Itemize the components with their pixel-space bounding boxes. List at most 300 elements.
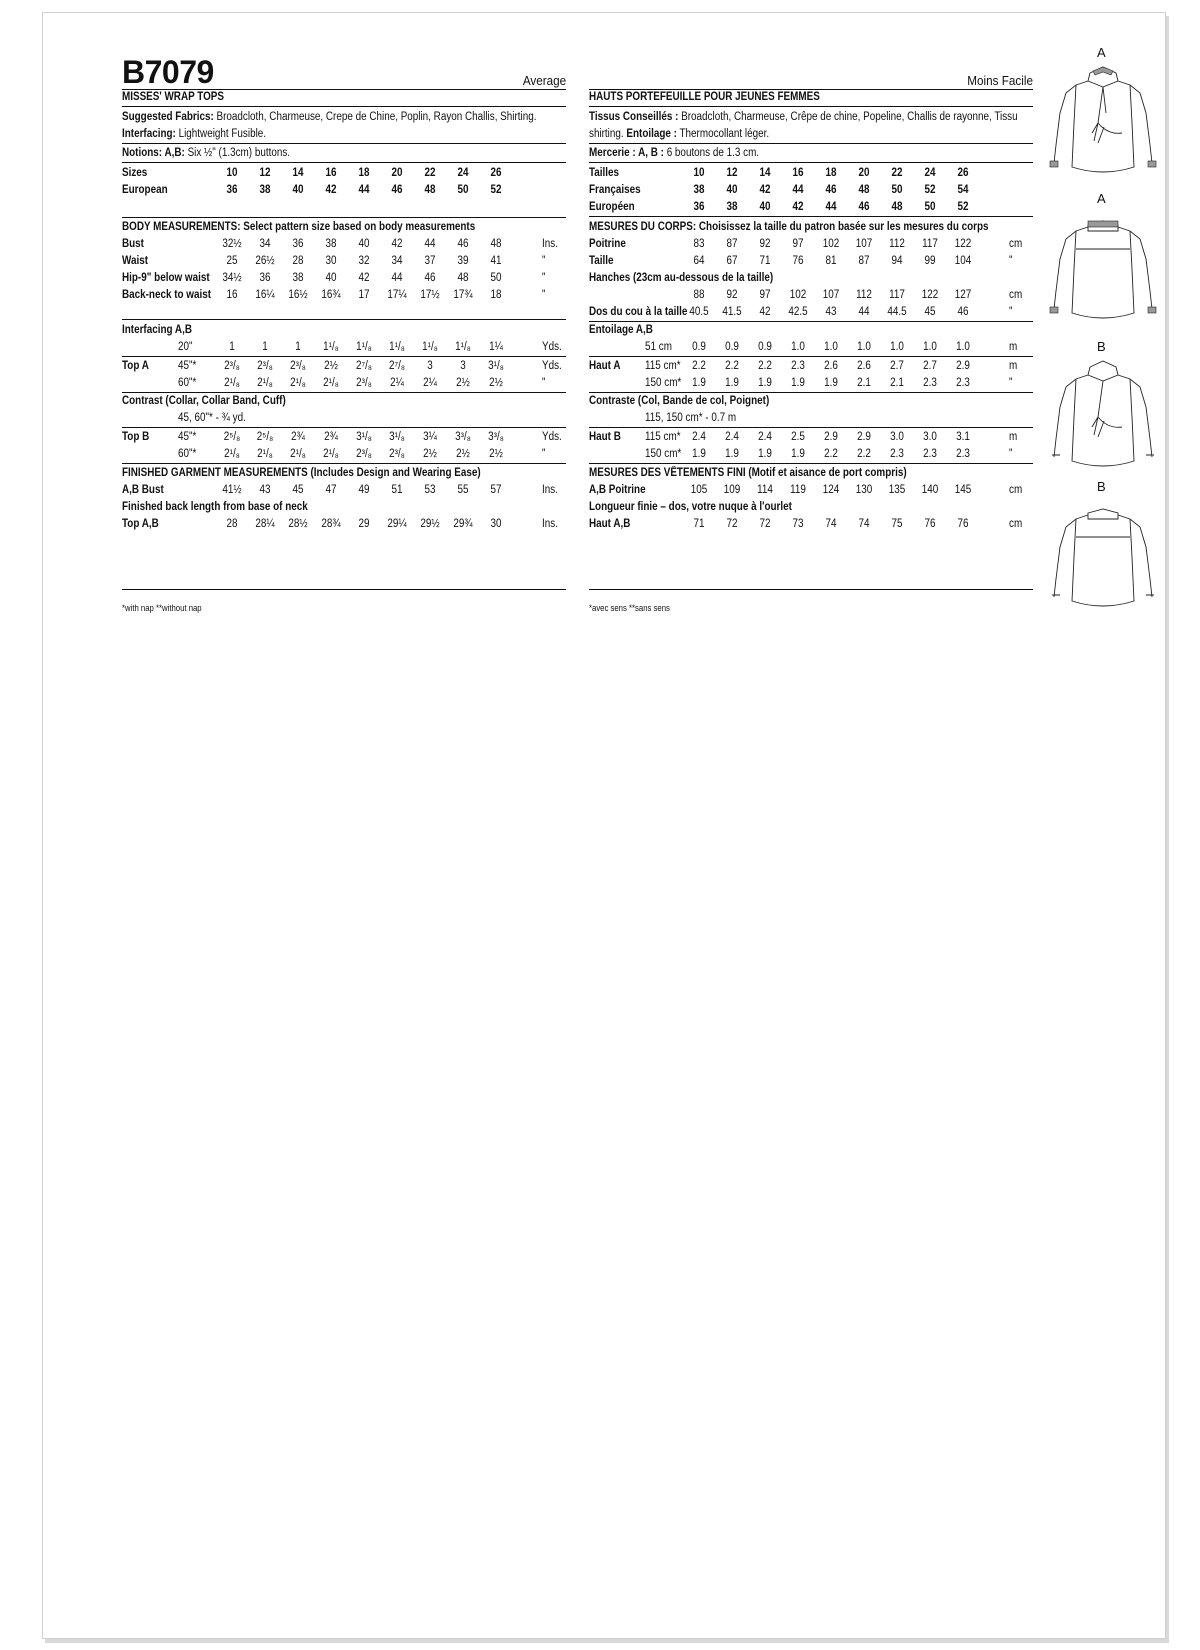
top-b-row-2 [122, 446, 566, 464]
size-column-value: 32 [358, 255, 370, 267]
waist-row [122, 253, 566, 270]
size-column-value: 10 [226, 167, 238, 179]
size-column-value: 20 [858, 167, 870, 179]
size-column-value: 1.0 [923, 341, 937, 353]
size-column-value: 40 [325, 272, 337, 284]
unit: " [542, 448, 546, 460]
size-column-value: 2.3 [791, 360, 805, 372]
size-column-value: 3 [427, 360, 433, 372]
size-column-value: 16¾ [321, 289, 341, 301]
unit: m [1009, 360, 1018, 372]
size-column-value: 42 [792, 201, 804, 213]
size-column-value: 57 [490, 484, 502, 496]
haut-b-row-1 [589, 429, 1033, 446]
size-column-value: 2.3 [956, 448, 970, 460]
size-column-value: 42 [325, 184, 337, 196]
size-column-value: 2³/₈ [290, 360, 306, 372]
size-column-value: 50 [891, 184, 903, 196]
contrast-label: Contrast (Collar, Collar Band, Cuff) [122, 395, 286, 407]
size-column-value: 25 [226, 255, 238, 267]
size-column-value: 2.7 [923, 360, 937, 372]
size-column-value: 2¼ [423, 377, 437, 389]
size-column-value: 46 [391, 184, 403, 196]
size-column-value: 16¼ [255, 289, 275, 301]
unit: m [1009, 431, 1018, 443]
size-column-value: 105 [690, 484, 708, 496]
finished-haut-row [589, 516, 1033, 533]
size-column-value: 52 [490, 184, 502, 196]
english-header [122, 53, 566, 90]
unit: " [1009, 448, 1013, 460]
size-column-value: 17 [358, 289, 370, 301]
size-column-value: 2.2 [857, 448, 871, 460]
size-column-value: 2⁷/₈ [356, 360, 372, 372]
interfacing-row [589, 126, 1033, 144]
size-column-value: 16 [792, 167, 804, 179]
sizes-row [122, 165, 566, 182]
size-column-value: 34 [259, 238, 271, 250]
interfacing-value: Thermocollant léger. [676, 128, 770, 140]
size-column-value: 2.5 [791, 431, 805, 443]
hanches-row [589, 287, 1033, 304]
finished-back-heading: Longueur finie – dos, votre nuque à l'ourlet [589, 501, 792, 513]
size-column-value: 1¹/₈ [422, 341, 438, 353]
size-column-value: 48 [858, 184, 870, 196]
fabrics-row [122, 109, 566, 126]
fabrics-row [589, 109, 1033, 126]
pattern-envelope-back [42, 12, 1166, 1639]
size-column-value: 2½ [456, 448, 470, 460]
size-column-value: 2.1 [857, 377, 871, 389]
size-column-value: 114 [757, 484, 773, 496]
size-column-value: 16½ [288, 289, 308, 301]
view-label: A [1097, 45, 1106, 60]
size-column-value: 122 [954, 238, 972, 250]
size-column-value: 145 [954, 484, 972, 496]
finished-bust-label: A,B Bust [122, 484, 164, 496]
size-column-value: 2³/₈ [356, 377, 372, 389]
poitrine-row [589, 236, 1033, 253]
size-column-value: 50 [457, 184, 469, 196]
pattern-number: B7079 [122, 54, 214, 90]
difficulty-level: Average [522, 73, 566, 88]
finished-heading-row [122, 465, 566, 482]
divider [122, 589, 566, 590]
size-column-value: 0.9 [758, 341, 772, 353]
size-column-value: 2.9 [956, 360, 970, 372]
dos-row [589, 304, 1033, 322]
size-column-value: 92 [759, 238, 771, 250]
size-column-value: 2³/₈ [389, 448, 405, 460]
fabric-width: 115 cm* [645, 431, 681, 443]
francaises-label: Françaises [589, 184, 641, 196]
fabric-width: 51 cm [645, 341, 672, 353]
entoilage-label: Entoilage A,B [589, 324, 653, 336]
size-column-value: 48 [457, 272, 469, 284]
size-column-value: 109 [723, 484, 741, 496]
size-column-value: 2.1 [890, 377, 904, 389]
size-column-value: 46 [457, 238, 469, 250]
size-column-value: 44.5 [887, 306, 907, 318]
wrap-top-front-view-icon [1048, 357, 1158, 477]
size-column-value: 51 [391, 484, 403, 496]
top-b-row-1 [122, 429, 566, 446]
european-label: European [122, 184, 168, 196]
size-column-value: 34 [391, 255, 403, 267]
size-column-value: 1.9 [791, 377, 805, 389]
size-column-value: 2.4 [725, 431, 739, 443]
size-column-value: 1 [295, 341, 301, 353]
size-column-value: 18 [825, 167, 837, 179]
size-column-value: 107 [822, 289, 840, 301]
size-column-value: 14 [759, 167, 771, 179]
size-column-value: 3³/₈ [488, 431, 504, 443]
size-column-value: 140 [921, 484, 939, 496]
size-column-value: 3.0 [923, 431, 937, 443]
unit: " [1009, 306, 1013, 318]
size-column-value: 18 [358, 167, 370, 179]
size-column-value: 2¹/₈ [290, 448, 306, 460]
size-column-value: 1.9 [692, 448, 706, 460]
size-column-value: 76 [924, 518, 936, 530]
size-column-value: 71 [759, 255, 771, 267]
top-a-label: Top A [122, 360, 149, 372]
finished-poitrine-label: A,B Poitrine [589, 484, 646, 496]
size-column-value: 92 [726, 289, 738, 301]
interfacing-label: Entoilage : [626, 128, 677, 140]
size-column-value: 117 [922, 238, 938, 250]
size-column-value: 2.2 [692, 360, 706, 372]
size-column-value: 112 [856, 289, 872, 301]
size-column-value: 44 [391, 272, 403, 284]
size-column-value: 1.0 [791, 341, 805, 353]
unit: " [542, 377, 546, 389]
back-neck-row [122, 287, 566, 304]
size-column-value: 2³/₈ [257, 360, 273, 372]
fabric-width: 150 cm* [645, 448, 682, 460]
size-column-value: 94 [891, 255, 903, 267]
size-column-value: 1.0 [824, 341, 838, 353]
size-column-value: 44 [358, 184, 370, 196]
notions-label: Mercerie : A, B : [589, 147, 664, 159]
unit: cm [1009, 289, 1023, 301]
unit: cm [1009, 484, 1023, 496]
pattern-title: HAUTS PORTEFEUILLE POUR JEUNES FEMMES [589, 91, 820, 103]
size-column-value: 2½ [324, 360, 338, 372]
size-column-value: 2.3 [956, 377, 970, 389]
size-column-value: 3¹/₈ [389, 431, 405, 443]
size-column-value: 47 [325, 484, 337, 496]
size-column-value: 2¾ [291, 431, 305, 443]
unit: " [1009, 255, 1013, 267]
size-column-value: 46 [825, 184, 837, 196]
dos-label: Dos du cou à la taille [589, 306, 688, 318]
francaises-row [589, 182, 1033, 199]
body-heading-text [122, 219, 475, 236]
size-column-value: 135 [888, 484, 906, 496]
size-column-value: 45 [924, 306, 936, 318]
size-column-value: 76 [792, 255, 804, 267]
size-column-value: 26½ [255, 255, 275, 267]
size-column-value: 71 [693, 518, 705, 530]
notions-text [122, 145, 290, 162]
unit: " [542, 289, 546, 301]
size-column-value: 46 [957, 306, 969, 318]
size-column-value: 2¹/₈ [257, 377, 273, 389]
fabric-width: 45"* [178, 360, 197, 372]
interfacing-text [122, 126, 266, 143]
sizes-label: Sizes [122, 167, 148, 179]
title-row [122, 89, 566, 107]
size-column-value: 43 [825, 306, 837, 318]
size-column-value: 2¹/₈ [323, 377, 339, 389]
fabrics-label: Suggested Fabrics: [122, 111, 214, 123]
size-column-value: 12 [726, 167, 738, 179]
unit: Yds. [542, 341, 562, 353]
size-column-value: 0.9 [692, 341, 706, 353]
size-column-value: 36 [292, 238, 304, 250]
hip-label: Hip-9" below waist [122, 272, 210, 284]
size-column-value: 22 [891, 167, 903, 179]
contrast-row [122, 410, 566, 428]
size-column-value: 107 [855, 238, 873, 250]
size-column-value: 36 [693, 201, 705, 213]
interfacing-ab-label: Interfacing A,B [122, 324, 192, 336]
fabrics-value: Broadcloth, Charmeuse, Crêpe de chine, Popeline, Challis de rayonne, Tissu [678, 111, 1018, 123]
size-column-value: 26 [957, 167, 969, 179]
size-column-value: 83 [693, 238, 705, 250]
size-column-value: 38 [325, 238, 337, 250]
finished-back-heading-row [589, 499, 1033, 516]
size-column-value: 117 [889, 289, 905, 301]
europeen-row [589, 199, 1033, 217]
size-column-value: 1.0 [890, 341, 904, 353]
notions-row [122, 145, 566, 163]
contrast-heading [122, 393, 566, 410]
size-column-value: 28¼ [255, 518, 275, 530]
size-column-value: 55 [457, 484, 469, 496]
finished-haut-label: Haut A,B [589, 518, 631, 530]
size-column-value: 104 [954, 255, 972, 267]
size-column-value: 29 [358, 518, 370, 530]
size-column-value: 42 [759, 306, 771, 318]
size-column-value: 22 [424, 167, 436, 179]
size-column-value: 38 [693, 184, 705, 196]
haut-a-row-1 [589, 358, 1033, 375]
size-column-value: 14 [292, 167, 304, 179]
size-column-value: 87 [726, 238, 738, 250]
size-column-value: 0.9 [725, 341, 739, 353]
size-column-value: 112 [889, 238, 905, 250]
size-column-value: 2¹/₈ [290, 377, 306, 389]
size-column-value: 43 [259, 484, 271, 496]
fabrics-text [589, 109, 1018, 126]
size-column-value: 20 [391, 167, 403, 179]
unit: Ins. [542, 518, 558, 530]
size-column-value: 2¼ [390, 377, 404, 389]
size-column-value: 30 [490, 518, 502, 530]
finished-back-heading: Finished back length from base of neck [122, 501, 308, 513]
size-column-value: 1 [229, 341, 235, 353]
size-column-value: 1¹/₈ [356, 341, 372, 353]
size-column-value: 124 [822, 484, 840, 496]
size-column-value: 16 [325, 167, 337, 179]
size-column-value: 72 [726, 518, 738, 530]
size-column-value: 76 [957, 518, 969, 530]
size-column-value: 52 [924, 184, 936, 196]
size-column-value: 1.9 [791, 448, 805, 460]
size-column-value: 2½ [489, 448, 503, 460]
size-column-value: 2.7 [890, 360, 904, 372]
size-column-value: 1¹/₈ [455, 341, 471, 353]
size-column-value: 2.2 [725, 360, 739, 372]
size-column-value: 42 [358, 272, 370, 284]
wrap-top-back-view-icon [1048, 209, 1158, 329]
size-column-value: 40.5 [689, 306, 709, 318]
size-column-value: 1.0 [857, 341, 871, 353]
size-column-value: 2⁵/₈ [223, 431, 241, 443]
contraste-label: Contraste (Col, Bande de col, Poignet) [589, 395, 770, 407]
size-column-value: 42 [391, 238, 403, 250]
size-column-value: 41 [490, 255, 502, 267]
size-column-value: 1.9 [692, 377, 706, 389]
contraste-heading [589, 393, 1033, 410]
size-column-value: 1.9 [725, 448, 739, 460]
size-column-value: 53 [424, 484, 436, 496]
size-column-value: 64 [693, 255, 705, 267]
size-column-value: 44 [792, 184, 804, 196]
size-column-value: 127 [954, 289, 972, 301]
haut-a-label: Haut A [589, 360, 621, 372]
size-column-value: 29¼ [387, 518, 407, 530]
size-column-value: 2.9 [824, 431, 838, 443]
size-column-value: 102 [822, 238, 840, 250]
interfacing-label: Interfacing: [122, 128, 176, 140]
size-column-value: 39 [457, 255, 469, 267]
size-column-value: 1.9 [824, 377, 838, 389]
size-column-value: 50 [490, 272, 502, 284]
size-column-value: 34½ [222, 272, 242, 284]
size-column-value: 44 [825, 201, 837, 213]
body-heading-label: BODY MEASUREMENTS: [122, 221, 241, 233]
size-column-value: 30 [325, 255, 337, 267]
size-column-value: 29½ [420, 518, 440, 530]
fabrics-value: Broadcloth, Charmeuse, Crepe de Chine, Poplin, Rayon Challis, Shirting. [213, 111, 537, 123]
size-column-value: 88 [693, 289, 705, 301]
size-column-value: 38 [259, 184, 271, 196]
footnote: *with nap **without nap [122, 603, 202, 613]
size-column-value: 3¼ [423, 431, 437, 443]
size-column-value: 41.5 [722, 306, 742, 318]
size-column-value: 46 [858, 201, 870, 213]
entoilage-heading [589, 322, 1033, 339]
size-column-value: 48 [490, 238, 502, 250]
divider [122, 217, 566, 218]
finished-heading-row [589, 465, 1033, 482]
size-column-value: 72 [759, 518, 771, 530]
fabric-width: 115 cm* [645, 360, 681, 372]
size-column-value: 2½ [456, 377, 470, 389]
unit: Ins. [542, 484, 558, 496]
hanches-label: Hanches (23cm au-dessous de la taille) [589, 272, 774, 284]
size-column-value: 2¹/₈ [257, 448, 273, 460]
size-column-value: 2¹/₈ [224, 377, 240, 389]
fabrics-value-cont: shirting. [589, 128, 627, 140]
body-heading: MESURES DU CORPS: Choisissez la taille du patron basée sur les mesures du corps [589, 221, 989, 233]
unit: Yds. [542, 360, 562, 372]
size-column-value: 16 [226, 289, 238, 301]
fabric-width: 45"* [178, 431, 197, 443]
finished-bust-row [122, 482, 566, 499]
size-column-value: 28¾ [321, 518, 341, 530]
size-column-value: 130 [855, 484, 873, 496]
size-column-value: 29¾ [453, 518, 473, 530]
size-column-value: 2.4 [758, 431, 772, 443]
back-neck-label: Back-neck to waist [122, 289, 212, 301]
size-column-value: 37 [424, 255, 436, 267]
size-column-value: 2¹/₈ [224, 448, 240, 460]
fabrics-label: Tissus Conseillés : [589, 111, 679, 123]
body-measurements-heading [589, 219, 1033, 236]
contraste-value: 115, 150 cm* - 0.7 m [645, 412, 737, 424]
size-column-value: 1.9 [725, 377, 739, 389]
body-heading-value: Select pattern size based on body measurements [240, 221, 476, 233]
fabrics-text [122, 109, 536, 126]
size-column-value: 1¹/₈ [323, 341, 339, 353]
size-column-value: 28 [292, 255, 304, 267]
size-column-value: 52 [957, 201, 969, 213]
unit: Ins. [542, 238, 558, 250]
size-column-value: 42 [759, 184, 771, 196]
notions-value: Six ½" (1.3cm) buttons. [184, 147, 291, 159]
size-column-value: 18 [490, 289, 502, 301]
finished-poitrine-row [589, 482, 1033, 499]
size-column-value: 45 [292, 484, 304, 496]
bust-label: Bust [122, 238, 144, 250]
size-column-value: 1.9 [758, 448, 772, 460]
entoilage-row [589, 339, 1033, 357]
size-column-value: 49 [358, 484, 370, 496]
size-column-value: 24 [457, 167, 469, 179]
size-column-value: 44 [424, 238, 436, 250]
finished-top-label: Top A,B [122, 518, 159, 530]
finished-heading: FINISHED GARMENT MEASUREMENTS (Includes Design and Wearing Ease) [122, 467, 481, 479]
size-column-value: 2.2 [824, 448, 838, 460]
size-column-value: 38 [292, 272, 304, 284]
size-column-value: 2⁵/₈ [256, 431, 274, 443]
interfacing-ab-row [122, 339, 566, 357]
size-column-value: 38 [726, 201, 738, 213]
view-label: B [1097, 339, 1106, 354]
top-a-row-1 [122, 358, 566, 375]
contrast-value: 45, 60"* - ¾ yd. [178, 412, 246, 424]
unit: " [1009, 377, 1013, 389]
size-column-value: 41½ [222, 484, 242, 496]
finished-back-heading-row [122, 499, 566, 516]
difficulty-level: Moins Facile [967, 73, 1033, 88]
european-row [122, 182, 566, 199]
unit: " [542, 255, 546, 267]
notions-text [589, 145, 759, 162]
size-column-value: 67 [726, 255, 738, 267]
size-column-value: 122 [921, 289, 939, 301]
size-column-value: 102 [789, 289, 807, 301]
top-b-label: Top B [122, 431, 150, 443]
size-column-value: 2.3 [923, 377, 937, 389]
size-column-value: 40 [726, 184, 738, 196]
size-column-value: 10 [693, 167, 705, 179]
size-column-value: 3³/₈ [455, 431, 471, 443]
